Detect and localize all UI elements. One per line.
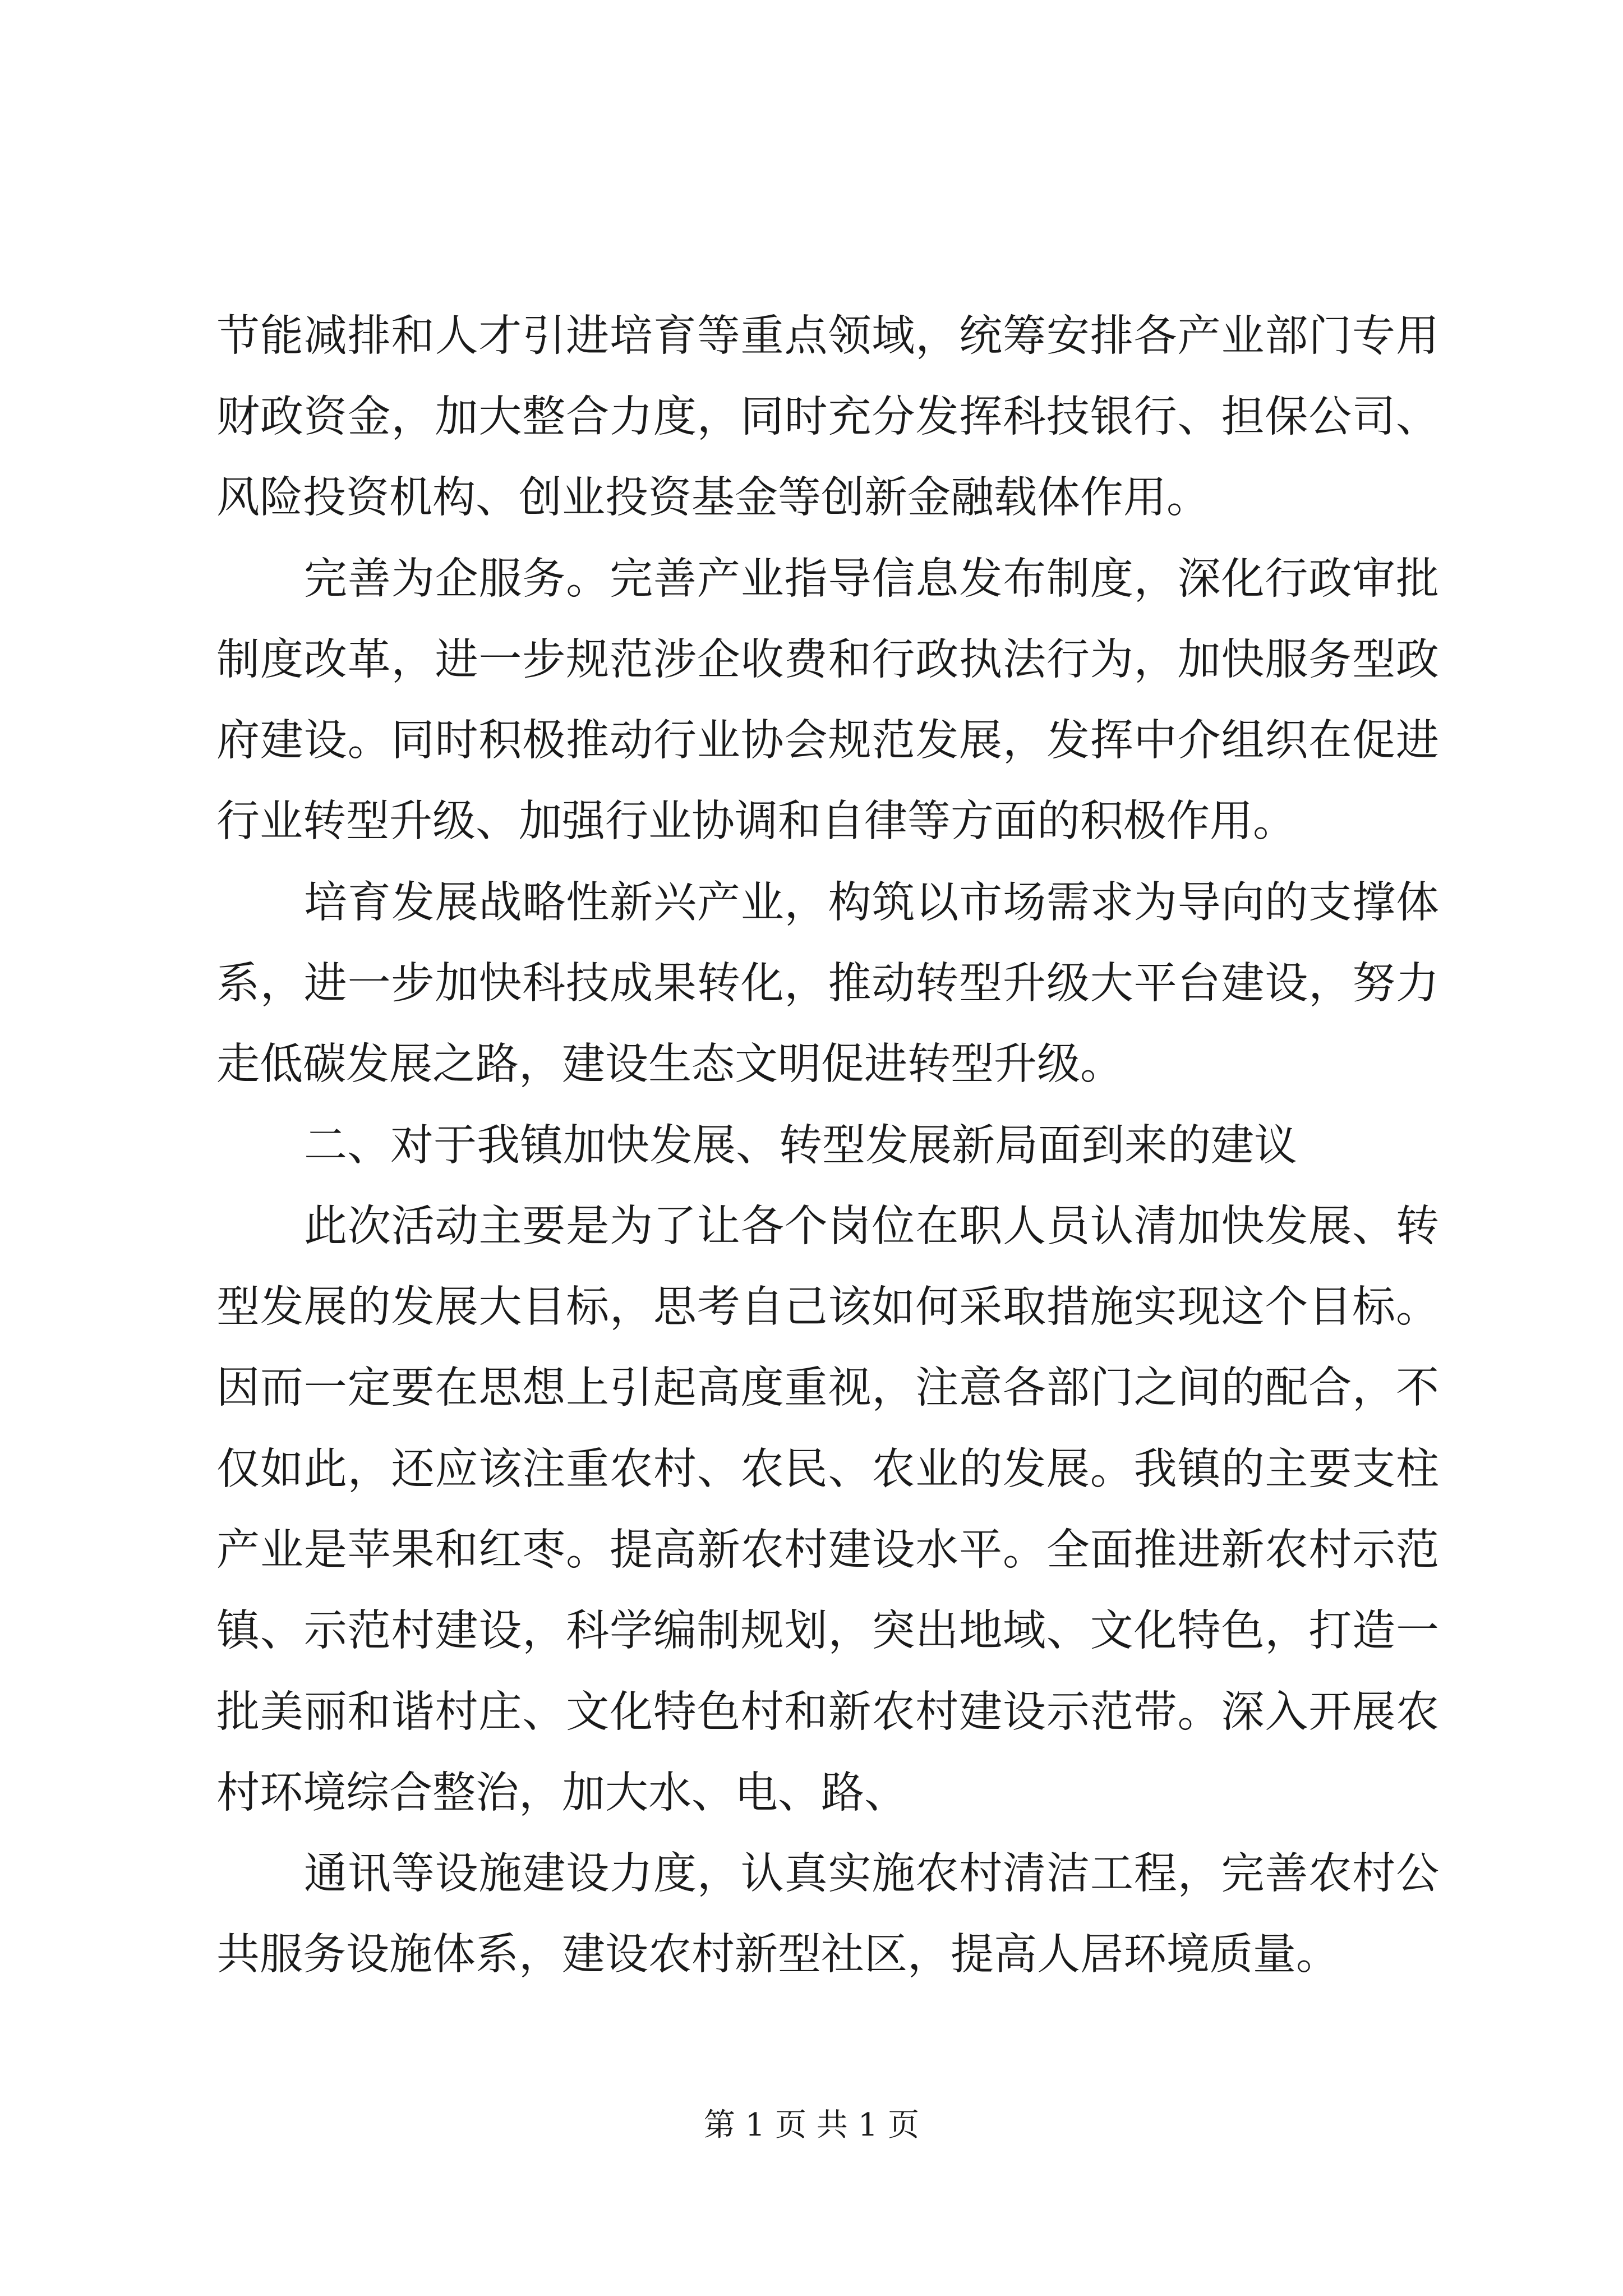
body-text-line: 批美丽和谐村庄、文化特色村和新农村建设示范带。深入开展农: [216, 1687, 1439, 1737]
page-number-footer: 第 1 页 共 1 页: [703, 2107, 920, 2143]
body-text-line: 行业转型升级、加强行业协调和自律等方面的积极作用。: [216, 797, 1296, 846]
body-text-line: 走低碳发展之路，建设生态文明促进转型升级。: [216, 1039, 1123, 1089]
body-text-line: 村环境综合整治，加大水、电、路、: [216, 1768, 907, 1818]
paragraph-first-line: 通讯等设施建设力度，认真实施农村清洁工程，完善农村公: [304, 1849, 1439, 1899]
body-text-line: 因而一定要在思想上引起高度重视，注意各部门之间的配合，不: [216, 1363, 1439, 1413]
paragraph-first-line: 完善为企服务。完善产业指导信息发布制度，深化行政审批: [304, 554, 1439, 604]
body-text-line: 财政资金，加大整合力度，同时充分发挥科技银行、担保公司、: [216, 392, 1439, 442]
body-text-line: 仅如此，还应该注重农村、农民、农业的发展。我镇的主要支柱: [216, 1444, 1439, 1494]
body-text-line: 制度改革，进一步规范涉企收费和行政执法行为，加快服务型政: [216, 635, 1439, 685]
body-text-line: 节能减排和人才引进培育等重点领域，统筹安排各产业部门专用: [216, 311, 1439, 361]
body-text-line: 府建设。同时积极推动行业协会规范发展，发挥中介组织在促进: [216, 716, 1439, 766]
body-text-line: 镇、示范村建设，科学编制规划，突出地域、文化特色，打造一: [216, 1606, 1439, 1656]
body-text-line: 系，进一步加快科技成果转化，推动转型升级大平台建设，努力: [216, 959, 1439, 1009]
body-text-line: 产业是苹果和红枣。提高新农村建设水平。全面推进新农村示范: [216, 1525, 1439, 1575]
paragraph-first-line: 培育发展战略性新兴产业，构筑以市场需求为导向的支撑体: [304, 878, 1439, 928]
body-text-line: 风险投资机构、创业投资基金等创新金融载体作用。: [216, 473, 1210, 523]
body-text-line: 共服务设施体系，建设农村新型社区，提高人居环境质量。: [216, 1930, 1339, 1980]
paragraph-first-line: 此次活动主要是为了让各个岗位在职人员认清加快发展、转: [304, 1202, 1439, 1251]
section-heading: 二、对于我镇加快发展、转型发展新局面到来的建议: [304, 1121, 1297, 1171]
body-text-line: 型发展的发展大目标，思考自己该如何采取措施实现这个目标。: [216, 1282, 1439, 1332]
